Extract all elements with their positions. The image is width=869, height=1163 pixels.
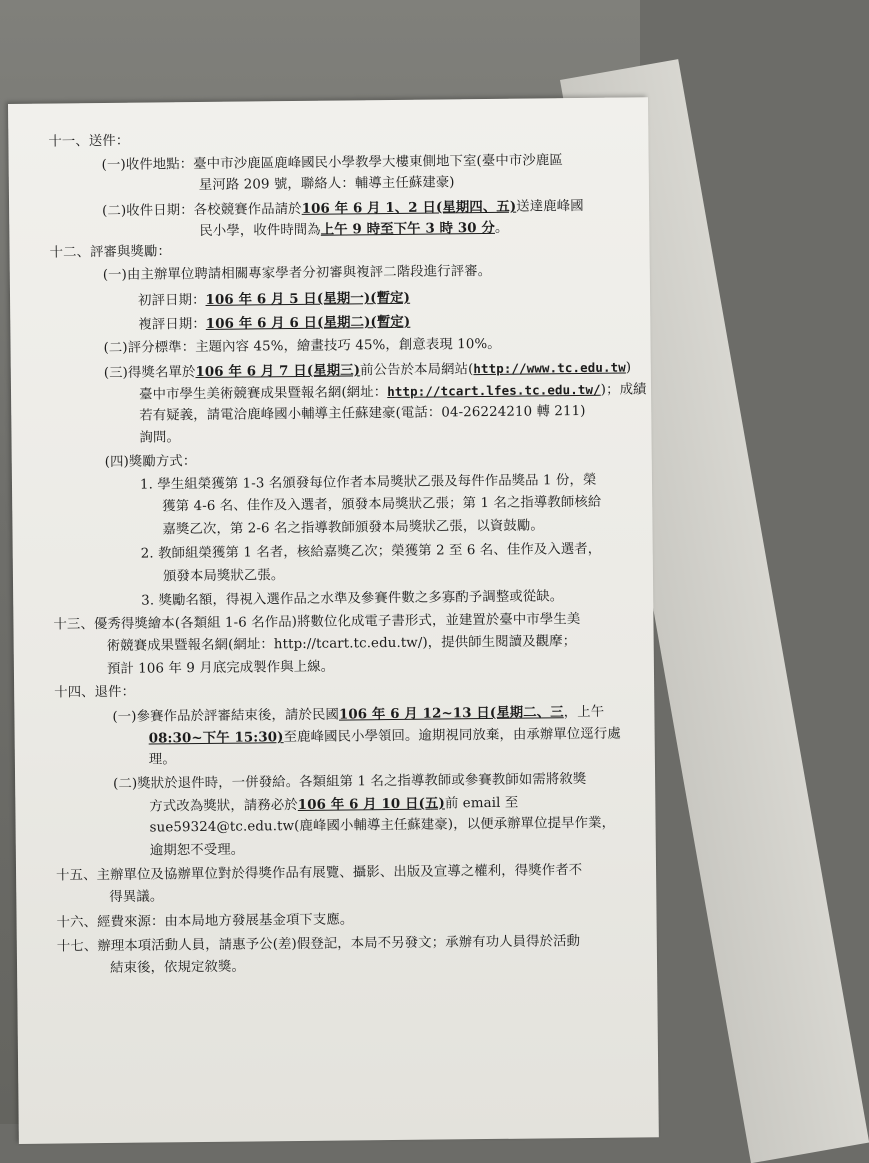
reward-1-line1: 1. 學生組榮獲第 1-3 名頒發每位作者本局獎狀乙張及每件作品獎品 1 份，榮 (139, 472, 597, 493)
first-review-date: 106 年 6 月 5 日(星期一)(暫定) (205, 289, 411, 308)
section-13-line2: 術競賽成果暨報名網(網址：http://tcart.tc.edu.tw/)，提供師生閱讀及觀摩； (106, 634, 577, 654)
s12-item2-scoring: (二)評分標準：主題內容 45%，繪畫技巧 45%，創意表現 10%。 (103, 336, 501, 357)
s14-item2-line2 (149, 793, 518, 818)
s11-item2-line2 (199, 218, 508, 242)
s11-item1-line1: (一)收件地點：臺中市沙鹿區鹿峰國民小學教學大樓東側地下室(臺中市沙鹿區 (101, 153, 563, 174)
s12-item4-heading: (四)獎勵方式： (104, 454, 197, 471)
s12-item3-pre: (三)得獎名單於 (103, 365, 196, 382)
collection-time: 上午 9 時至下午 3 時 30 分 (320, 219, 496, 238)
s12-item3-line2-post: )；成績 (600, 382, 647, 398)
s11-item2-line1 (102, 196, 584, 222)
s11-item2-tail: 送達鹿峰國 (516, 198, 584, 215)
return-date: 106 年 6 月 12~13 日(星期二、三 (338, 704, 564, 723)
section-16: 十六、經費來源：由本局地方發展基金項下支應。 (56, 912, 354, 931)
announcement-date: 106 年 6 月 7 日(星期三) (195, 362, 361, 381)
s12-item3-line3: 若有疑義，請電洽鹿峰國小輔導主任蘇建豪(電話：04-26224210 轉 211) (139, 403, 586, 424)
section-15-line1: 十五、主辦單位及協辦單位對於得獎作品有展覽、攝影、出版及宣導之權利，得獎作者不 (56, 863, 583, 884)
s14-item2-line4: 逾期恕不受理。 (149, 842, 245, 859)
certificate-request-date: 106 年 6 月 10 日(五) (297, 795, 445, 814)
s14-item2-line2-post: 前 email 至 (444, 795, 519, 812)
section-17-line1: 十七、辦理本項活動人員，請惠予公(差)假登記，本局不另發文；承辦有功人員得於活動 (56, 934, 581, 955)
reward-1-line2: 獲第 4-6 名、佳作及入選者，頒發本局獎狀乙張；第 1 名之指導教師核給 (162, 494, 602, 515)
section-11-heading: 十一、送件： (48, 133, 130, 150)
s12-item3-line2-pre: 臺中市學生美術競賽成果暨報名網(網址： (138, 385, 388, 403)
document-page (8, 97, 659, 1144)
s14-item1-pre: (一)參賽作品於評審結束後，請於民國 (112, 707, 339, 725)
section-13-line3: 預計 106 年 9 月底完成製作與上線。 (106, 659, 335, 677)
s14-item1-line3: 理。 (148, 752, 176, 768)
s14-item1-post: ，上午 (563, 704, 605, 721)
s14-item1-line2-post: 至鹿峰國民小學領回。逾期視同放棄，由承辦單位逕行處 (283, 726, 621, 746)
s11-item2-line2-pre: 民小學，收件時間為 (199, 222, 321, 240)
reward-2-line2: 頒發本局獎狀乙張。 (162, 568, 285, 585)
s14-item1-line2 (149, 724, 621, 750)
second-review-date: 106 年 6 月 6 日(星期二)(暫定) (205, 313, 411, 332)
second-review-date-line (138, 312, 410, 336)
s14-item2-line3-email: sue59324@tc.edu.tw(鹿峰國小輔導主任蘇建豪)，以便承辦單位提早作業， (149, 815, 616, 836)
s12-item1: (一)由主辦單位聘請相關專家學者分初審與複評二階段進行評審。 (102, 263, 492, 284)
s14-item2-line1: (二)獎狀於退件時，一併發給。各類組第 1 名之指導教師或參賽教師如需將敘獎 (113, 771, 587, 792)
s12-item3-mid: 前公告於本局網站( (360, 362, 474, 379)
bureau-website-link[interactable]: http://www.tc.edu.tw (473, 359, 626, 377)
s12-item3-close: ) (625, 360, 632, 376)
reward-3: 3. 獎勵名額，得視入選作品之水準及參賽件數之多寡酌予調整或從缺。 (141, 589, 564, 609)
second-review-label: 複評日期： (138, 316, 206, 333)
section-14-heading: 十四、退件： (54, 684, 136, 701)
section-15-line2: 得異議。 (109, 889, 164, 905)
first-review-label: 初評日期： (137, 292, 206, 309)
reward-1-line3: 嘉獎乙次，第 2-6 名之指導教師頒發本局獎狀乙張，以資鼓勵。 (162, 518, 544, 538)
return-time: 08:30~下午 15:30) (148, 729, 284, 747)
s11-item2-line2-post: 。 (494, 220, 509, 236)
first-review-date-line (138, 288, 410, 312)
s14-item2-line2-pre: 方式改為獎狀，請務必於 (149, 798, 298, 815)
s11-item2-label: (二)收件日期：各校競賽作品請於 (102, 201, 302, 220)
section-13-line1: 十三、優秀得獎繪本(各類組 1-6 名作品)將數位化成電子書形式，並建置於臺中市學生美 (53, 612, 581, 633)
section-17-line2: 結束後，依規定敘獎。 (109, 959, 246, 976)
s11-item1-line2: 星河路 209 號，聯絡人：輔導主任蘇建豪) (198, 175, 455, 194)
section-12-heading: 十二、評審與獎勵： (49, 244, 172, 261)
collection-date: 106 年 6 月 1、2 日(星期四、五) (301, 198, 517, 217)
s12-item3-line4: 詢問。 (139, 430, 181, 446)
art-contest-site-link[interactable]: http://tcart.lfes.tc.edu.tw/ (387, 381, 601, 400)
reward-2-line1: 2. 教師組榮獲第 1 名者，核給嘉獎乙次；榮獲第 2 至 6 名、佳作及入選者， (140, 541, 602, 562)
